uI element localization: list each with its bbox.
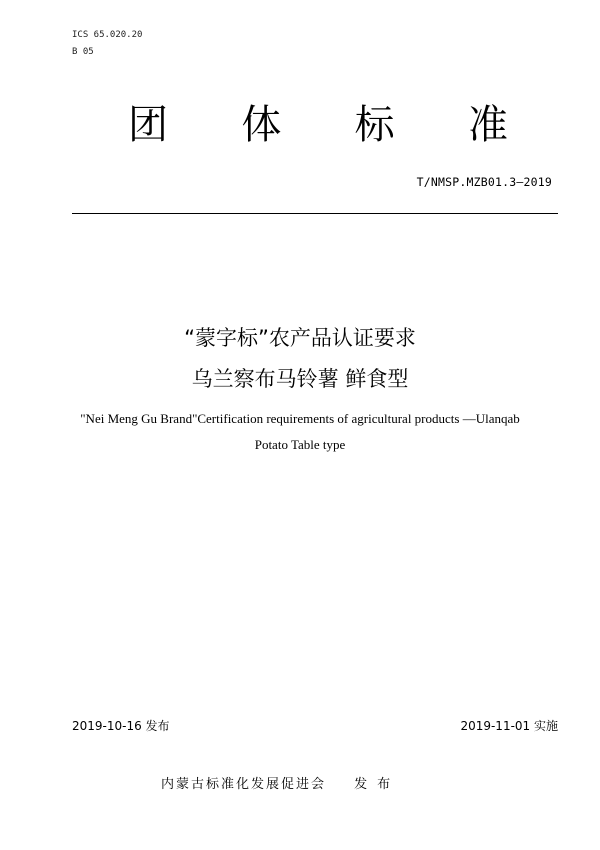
- standard-category-char: 体: [241, 102, 282, 148]
- title-en-line1: "Nei Meng Gu Brand"Certification requirements of agricultural products —Ulanqab: [80, 411, 520, 426]
- title-zh-line1: “蒙字标”农产品认证要求: [184, 326, 416, 350]
- issue-date: 2019-10-16 发布: [72, 719, 170, 733]
- ccs-code: B 05: [72, 47, 94, 57]
- standard-category-char: 团: [128, 102, 168, 148]
- title-en-line2: Potato Table type: [254, 437, 346, 452]
- publisher: [161, 777, 400, 793]
- publish-label: 发布: [354, 777, 401, 792]
- standard-category-char: 准: [467, 102, 508, 148]
- standard-number: T/NMSP.MZB01.3—2019: [416, 175, 552, 189]
- standard-category-title: [128, 100, 508, 150]
- title-zh-line2: 乌兰察布马铃薯 鲜食型: [191, 367, 409, 391]
- implementation-date: 2019-11-01 实施: [460, 719, 558, 733]
- header-divider: [72, 213, 558, 214]
- standard-category-char: 标: [354, 102, 395, 148]
- publisher-name: 内蒙古标准化发展促进会: [161, 777, 327, 792]
- ics-code: ICS 65.020.20: [72, 30, 143, 40]
